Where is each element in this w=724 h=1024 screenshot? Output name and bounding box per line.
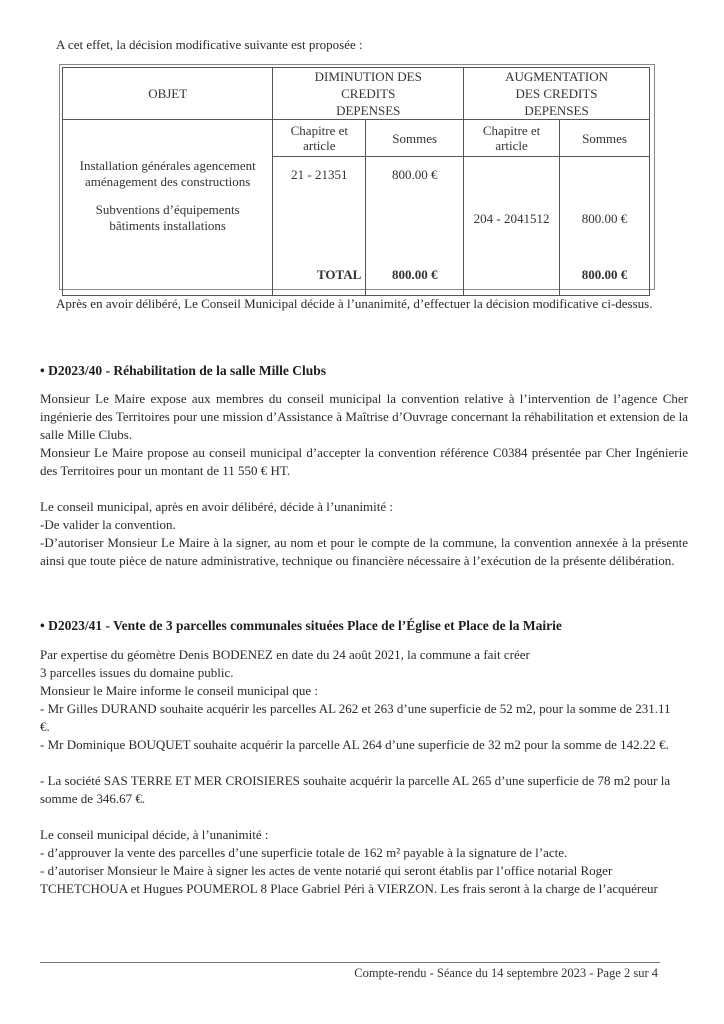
subheader-dim-chapitre: Chapitre et article [273,120,366,157]
section2-decision-intro: Le conseil municipal décide, à l’unanimité : [40,827,269,842]
section1-decision-2: -D’autoriser Monsieur Le Maire à la signer, au nom et pour le compte de la commune, la convention annexée à la présente ainsi que toute pièce de nature administrative, technique ou financière nécessaire à l’exécution de la présente délibération. [40,535,688,568]
section-heading-d2023-40: • D2023/40 - Réhabilitation de la salle Mille Clubs [40,363,326,378]
section2-item2: - Mr Dominique BOUQUET souhaite acquérir la parcelle AL 264 d’une superficie de 32 m2 pour la somme de 142.22 €. [40,737,669,752]
header-augmentation: AUGMENTATION DES CREDITS DEPENSES [464,68,650,120]
section-heading-d2023-41: • D2023/41 - Vente de 3 parcelles communales situées Place de l’Église et Place de la Mairie [40,618,562,633]
section2-decision-1: - d’approuver la vente des parcelles d’une superficie totale de 162 m² payable à la signature de l’acte. [40,845,568,860]
dim-sommes-value [366,211,463,255]
footer-divider [40,962,660,963]
row-objet: Subventions d’équipements bâtiments installations [95,202,240,233]
table-subheader-row [63,120,650,157]
section2-item3: - La société SAS TERRE ET MER CROISIERES souhaite acquérir la parcelle AL 265 d’une superficie de 78 m2 pour la somme de 346.67 €. [40,773,671,806]
intro-text: A cet effet, la décision modificative suivante est proposée : [56,37,363,52]
section2-line2: 3 parcelles issues du domaine public. [40,665,234,680]
aug-sommes-value: 800.00 € [581,211,628,226]
aug-chapitre-value: 204 - 2041512 [473,211,550,226]
section2-decision-2: - d’autoriser Monsieur le Maire à signer les actes de vente notarié qui seront établis par l’office notarial Roger TCHETCHOUA et Hugues POUMEROL 8 Place Gabriel Péri à VIERZON. Les frais seront à la charge de l’acquéreur [40,863,658,896]
table-header-row [63,68,650,120]
budget-modification-table [62,67,650,296]
page-footer: Compte-rendu - Séance du 14 septembre 2023 - Page 2 sur 4 [354,966,658,980]
aug-chapitre-value [464,157,559,211]
section1-para1: Monsieur Le Maire expose aux membres du conseil municipal la convention relative à l’intervention de l’agence Cher ingénierie des Territoires pour une mission d’Assistance à Maîtrise d’Ouvrage concernant la réhabilitation et extension de la salle Mille Clubs. [40,391,688,442]
total-dim-sommes: 800.00 € [391,267,438,282]
objet-column-body [63,120,273,296]
section1-para2: Monsieur Le Maire propose au conseil municipal d’accepter la convention référence C0384 présentée par Cher Ingénierie des Territoires pour un montant de 11 550 € HT. [40,445,688,478]
dim-sommes-value: 800.00 € [391,167,438,182]
section1-decision-1: -De valider la convention. [40,517,176,532]
section2-line3: Monsieur le Maire informe le conseil municipal que : [40,683,318,698]
header-objet: OBJET [63,68,273,120]
section2-line1: Par expertise du géomètre Denis BODENEZ en date du 24 août 2021, la commune a fait créer [40,647,530,662]
total-label: TOTAL [316,267,362,282]
total-aug-sommes: 800.00 € [581,267,628,282]
header-diminution: DIMINUTION DES CREDITS DEPENSES [273,68,464,120]
after-table-text: Après en avoir délibéré, Le Conseil Municipal décide à l’unanimité, d’effectuer la décision modificative ci-dessus. [56,296,653,311]
dim-chapitre-value: 21 - 21351 [291,167,348,182]
subheader-aug-sommes: Sommes [560,120,650,157]
subheader-dim-sommes: Sommes [366,120,464,157]
row-objet: Installation générales agencement aménagement des constructions [79,158,256,189]
section1-decision-intro: Le conseil municipal, après en avoir délibéré, décide à l’unanimité : [40,499,394,514]
dim-chapitre-value [273,211,365,255]
aug-sommes-value [560,157,649,211]
section2-item1: - Mr Gilles DURAND souhaite acquérir les parcelles AL 262 et 263 d’une superficie de 52 m2, pour la somme de 231.11 €. [40,701,671,734]
subheader-aug-chapitre: Chapitre et article [464,120,560,157]
